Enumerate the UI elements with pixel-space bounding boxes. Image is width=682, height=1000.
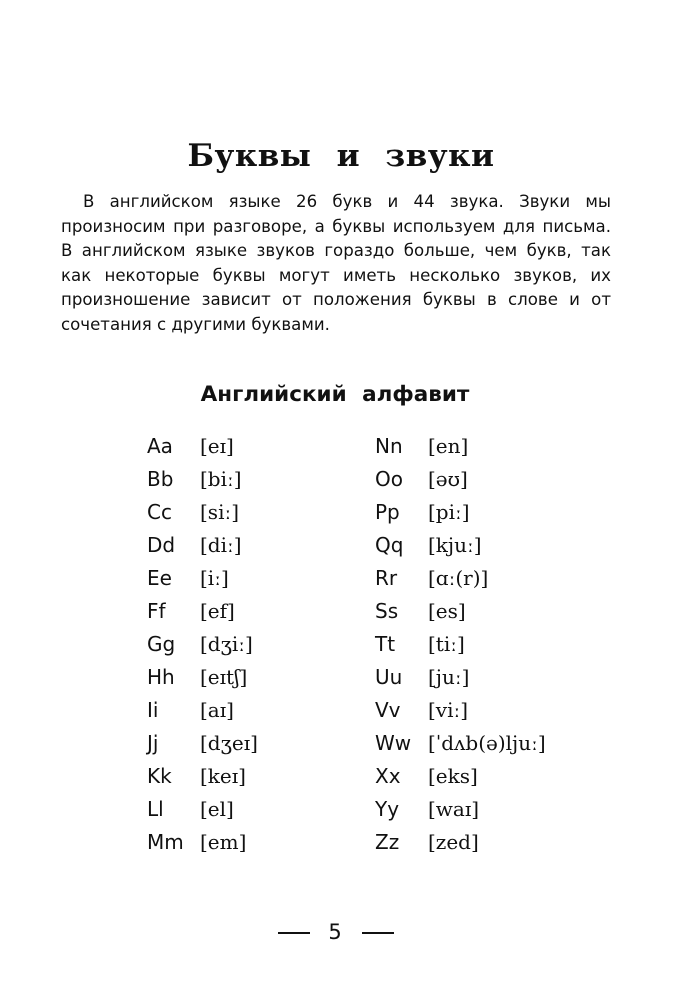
transcription: [viː] <box>428 698 469 722</box>
transcription: [es] <box>428 599 466 623</box>
transcription: [diː] <box>200 533 242 557</box>
letter: Hh <box>147 665 175 689</box>
letter: Vv <box>375 698 401 722</box>
alphabet-row <box>375 827 595 860</box>
letter: Pp <box>375 500 400 524</box>
alphabet-row <box>147 596 367 629</box>
transcription: [eɪ] <box>200 434 234 458</box>
transcription: [ef] <box>200 599 235 623</box>
letter: Ww <box>375 731 412 755</box>
transcription: [dʒeɪ] <box>200 731 258 755</box>
footer-dash-left <box>278 932 310 934</box>
alphabet-row <box>147 662 367 695</box>
letter: Qq <box>375 533 404 557</box>
alphabet-row <box>147 464 367 497</box>
alphabet-row <box>147 761 367 794</box>
transcription: [piː] <box>428 500 470 524</box>
letter: Jj <box>147 731 159 755</box>
transcription: [el] <box>200 797 234 821</box>
letter: Gg <box>147 632 176 656</box>
letter: Zz <box>375 830 400 854</box>
alphabet-row <box>375 728 595 761</box>
alphabet-row <box>375 761 595 794</box>
transcription: [eks] <box>428 764 478 788</box>
letter: Kk <box>147 764 172 788</box>
transcription: [biː] <box>200 467 242 491</box>
transcription: [eɪtʃ] <box>200 665 248 689</box>
alphabet-row <box>375 794 595 827</box>
alphabet-row <box>147 728 367 761</box>
letter: Yy <box>375 797 400 821</box>
alphabet-row <box>147 827 367 860</box>
letter: Aa <box>147 434 173 458</box>
transcription: [aɪ] <box>200 698 234 722</box>
letter: Ll <box>147 797 164 821</box>
footer-dash-right <box>362 932 394 934</box>
page-number: 5 <box>328 920 342 944</box>
letter: Uu <box>375 665 403 689</box>
page-footer <box>0 917 682 947</box>
transcription: [en] <box>428 434 469 458</box>
alphabet-row <box>147 629 367 662</box>
page-title: Буквы и звуки <box>187 138 495 174</box>
alphabet-row <box>375 662 595 695</box>
alphabet-column-left <box>147 431 367 860</box>
letter: Rr <box>375 566 398 590</box>
letter: Ss <box>375 599 399 623</box>
alphabet-row <box>375 431 595 464</box>
transcription: [siː] <box>200 500 240 524</box>
transcription: [ɑː(r)] <box>428 566 489 590</box>
alphabet-row <box>147 563 367 596</box>
alphabet-row <box>375 497 595 530</box>
letter: Ff <box>147 599 166 623</box>
letter: Ee <box>147 566 172 590</box>
transcription: [keɪ] <box>200 764 246 788</box>
letter: Tt <box>375 632 396 656</box>
transcription: [zed] <box>428 830 479 854</box>
transcription: [əʊ] <box>428 467 468 491</box>
intro-paragraph <box>61 190 611 337</box>
transcription: [kjuː] <box>428 533 482 557</box>
alphabet-row <box>375 464 595 497</box>
transcription: [iː] <box>200 566 229 590</box>
letter: Ii <box>147 698 159 722</box>
letter: Bb <box>147 467 174 491</box>
letter: Dd <box>147 533 176 557</box>
transcription: [juː] <box>428 665 470 689</box>
letter: Xx <box>375 764 401 788</box>
alphabet-column-right <box>375 431 595 860</box>
alphabet-row <box>375 695 595 728</box>
transcription: [em] <box>200 830 247 854</box>
letter: Oo <box>375 467 403 491</box>
letter: Cc <box>147 500 172 524</box>
transcription: [ˈdʌb(ə)ljuː] <box>428 731 546 755</box>
letter: Nn <box>375 434 403 458</box>
alphabet-row <box>375 629 595 662</box>
alphabet-row <box>375 530 595 563</box>
alphabet-row <box>375 596 595 629</box>
transcription: [tiː] <box>428 632 465 656</box>
alphabet-row <box>147 530 367 563</box>
intro-text: В английском языке 26 букв и 44 звука. Звуки мы произносим при разговоре, а буквы используем для письма. В английском языке звуков гораздо больше, чем букв, так как некоторые буквы могут иметь несколько звуков, их произношение зависит от положения буквы в слове и от сочетания с другими буквами. <box>61 192 611 334</box>
transcription: [dʒiː] <box>200 632 253 656</box>
alphabet-row <box>147 497 367 530</box>
transcription: [waɪ] <box>428 797 480 821</box>
alphabet-row <box>147 695 367 728</box>
letter: Mm <box>147 830 184 854</box>
alphabet-row <box>375 563 595 596</box>
section-subtitle: Английский алфавит <box>200 382 470 407</box>
alphabet-row <box>147 794 367 827</box>
alphabet-row <box>147 431 367 464</box>
